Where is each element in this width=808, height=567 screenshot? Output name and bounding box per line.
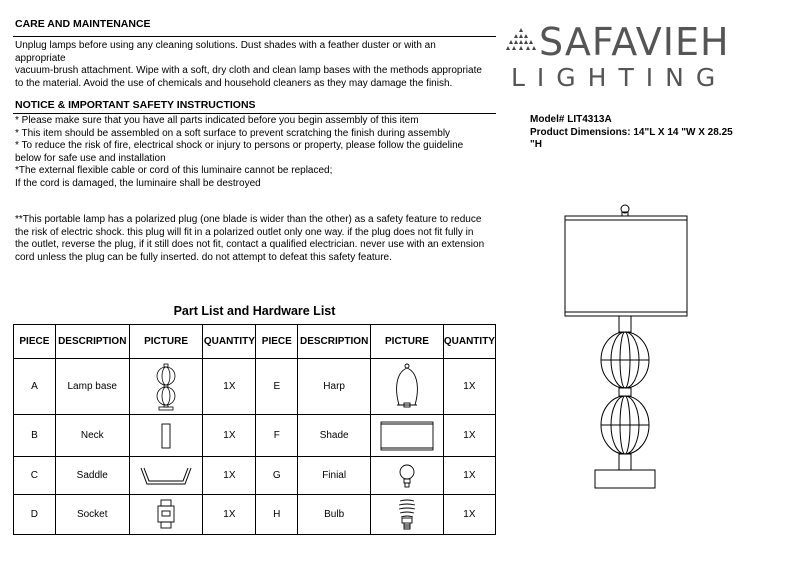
- quantity-cell: 1X: [443, 359, 495, 415]
- column-header: DESCRIPTION: [55, 325, 129, 359]
- care-line: to the material. Avoid the use of chemicals and household cleaners as they may damage the finish.: [15, 77, 453, 89]
- column-header: DESCRIPTION: [298, 325, 371, 359]
- safety-line: If the cord is damaged, the luminaire shall be destroyed: [15, 177, 261, 189]
- column-header: PIECE: [14, 325, 56, 359]
- picture-cell: [371, 415, 444, 457]
- brand-name: SAFAVIEH: [539, 20, 730, 64]
- column-header: PIECE: [256, 325, 298, 359]
- product-dimensions-cont: "H: [530, 139, 542, 150]
- divider: [13, 113, 496, 114]
- parts-list-title: Part List and Hardware List: [173, 304, 336, 318]
- care-line: appropriate: [15, 52, 66, 64]
- column-header: QUANTITY: [203, 325, 256, 359]
- safety-line: *The external flexible cable or cord of this luminaire cannot be replaced;: [15, 165, 333, 176]
- brand-logo: [503, 20, 803, 95]
- plug-note-line: cord unless the plug can be fully inserted. do not attempt to defeat this safety feature.: [15, 251, 392, 263]
- model-number: Model# LIT4313A: [530, 114, 612, 125]
- model-info: [530, 114, 733, 152]
- piece-cell: D: [14, 495, 56, 535]
- bulb-icon: [396, 498, 418, 532]
- piece-cell: A: [14, 359, 56, 415]
- description-cell: Shade: [298, 415, 371, 457]
- description-cell: Finial: [298, 457, 371, 495]
- picture-cell: [129, 457, 203, 495]
- plug-note-line: **This portable lamp has a polarized plug (one blade is wider than the other) as a safety feature to reduce: [15, 214, 482, 225]
- quantity-cell: 1X: [203, 457, 256, 495]
- care-line: vacuum-brush attachment. Wipe with a soft, dry cloth and clean lamp bases with the methods appropriate: [15, 65, 482, 76]
- safety-line: * This item should be assembled on a soft surface to prevent scratching the finish during assembly: [15, 127, 451, 139]
- piece-cell: B: [14, 415, 56, 457]
- shade-icon: [379, 420, 435, 452]
- column-header: PICTURE: [371, 325, 444, 359]
- lamp-base-icon: [154, 363, 178, 411]
- socket-icon: [154, 499, 178, 531]
- quantity-cell: 1X: [443, 457, 495, 495]
- picture-cell: [371, 457, 444, 495]
- saddle-icon: [138, 465, 194, 487]
- quantity-cell: 1X: [203, 359, 256, 415]
- picture-cell: [371, 495, 444, 535]
- care-title: CARE AND MAINTENANCE: [15, 18, 151, 30]
- finial-icon: [397, 463, 417, 489]
- harp-icon: [389, 363, 425, 411]
- polarized-plug-note: [15, 214, 495, 264]
- plug-note-line: the risk of electric shock. this plug will fit in a polarized outlet only one way. if the plug does not fit fully in: [15, 226, 474, 238]
- safety-line: * Please make sure that you have all parts indicated before you begin assembly of this item: [15, 115, 419, 126]
- piece-cell: E: [256, 359, 298, 415]
- piece-cell: F: [256, 415, 298, 457]
- picture-cell: [129, 415, 203, 457]
- piece-cell: C: [14, 457, 56, 495]
- table-row: [14, 359, 496, 415]
- care-text: [15, 40, 495, 90]
- table-row: [14, 457, 496, 495]
- safety-line: * To reduce the risk of fire, electrical shock or injury to persons or property, please follow the guideline: [15, 140, 464, 151]
- table-row: [14, 495, 496, 535]
- description-cell: Socket: [55, 495, 129, 535]
- lamp-illustration-icon: [555, 200, 695, 500]
- quantity-cell: 1X: [443, 495, 495, 535]
- parts-table: [13, 324, 496, 535]
- picture-cell: [129, 359, 203, 415]
- chandelier-logo-icon: [505, 26, 537, 54]
- column-header: QUANTITY: [443, 325, 495, 359]
- table-row: [14, 415, 496, 457]
- piece-cell: H: [256, 495, 298, 535]
- quantity-cell: 1X: [203, 495, 256, 535]
- plug-note-line: the outlet, reverse the plug, if it still does not fit, contact a qualified electrician. never use with an extension: [15, 239, 485, 250]
- safety-title: NOTICE & IMPORTANT SAFETY INSTRUCTIONS: [15, 99, 256, 111]
- picture-cell: [129, 495, 203, 535]
- description-cell: Lamp base: [55, 359, 129, 415]
- care-line: Unplug lamps before using any cleaning solutions. Dust shades with a feather duster or with an: [15, 40, 436, 51]
- description-cell: Harp: [298, 359, 371, 415]
- safety-text: [15, 115, 495, 190]
- description-cell: Bulb: [298, 495, 371, 535]
- quantity-cell: 1X: [203, 415, 256, 457]
- column-header: PICTURE: [129, 325, 203, 359]
- picture-cell: [371, 359, 444, 415]
- safety-line: below for safe use and installation: [15, 152, 166, 164]
- description-cell: Saddle: [55, 457, 129, 495]
- piece-cell: G: [256, 457, 298, 495]
- product-dimensions: Product Dimensions: 14"L X 14 "W X 28.25: [530, 126, 733, 138]
- description-cell: Neck: [55, 415, 129, 457]
- table-header-row: [14, 325, 496, 359]
- neck-icon: [160, 423, 172, 449]
- quantity-cell: 1X: [443, 415, 495, 457]
- divider: [13, 36, 496, 37]
- brand-subtitle: LIGHTING: [511, 63, 728, 92]
